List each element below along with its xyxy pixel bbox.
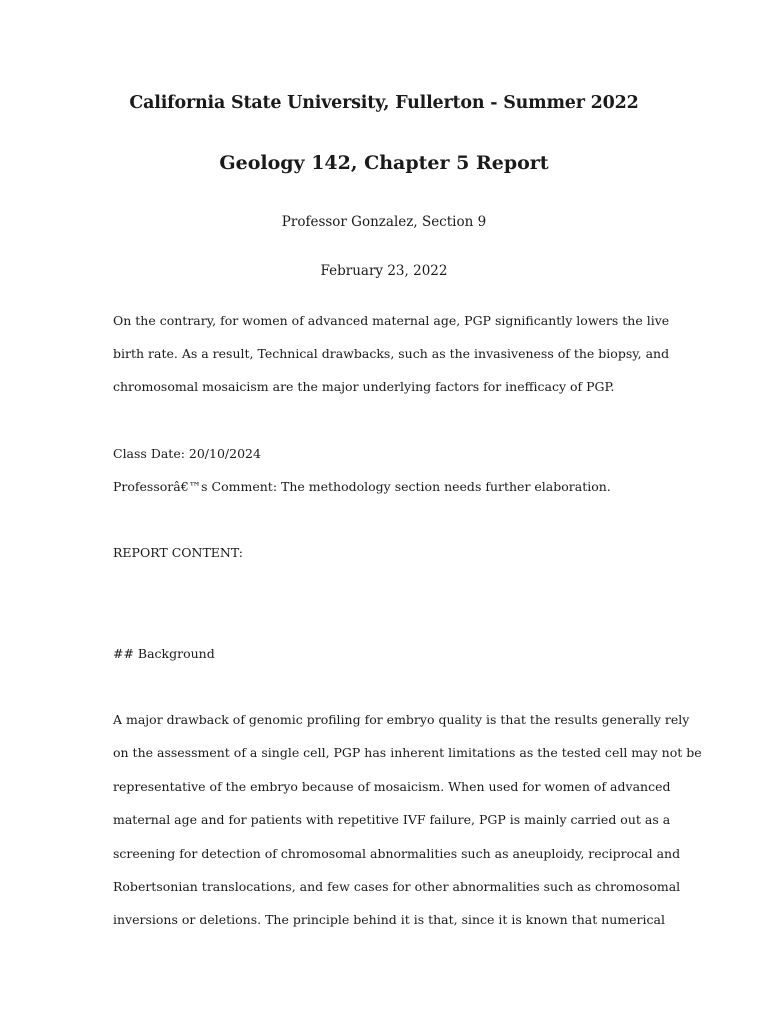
report-content-label: REPORT CONTENT: [113, 545, 243, 560]
intro-line: On the contrary, for women of advanced maternal age, PGP significantly lowers the live [113, 313, 670, 328]
class-date: Class Date: 20/10/2024 [113, 446, 261, 461]
intro-line: birth rate. As a result, Technical drawbacks, such as the invasiveness of the biopsy, and [113, 346, 670, 361]
date-line: February 23, 2022 [320, 263, 448, 279]
intro-line: chromosomal mosaicism are the major underlying factors for inefficacy of PGP. [113, 379, 615, 394]
body-line: maternal age and for patients with repetitive IVF failure, PGP is mainly carried out as a [113, 812, 671, 827]
body-line: inversions or deletions. The principle behind it is that, since it is known that numerical [113, 912, 665, 927]
body-line: representative of the embryo because of mosaicism. When used for women of advanced [113, 779, 671, 794]
body-line: Robertsonian translocations, and few cases for other abnormalities such as chromosomal [113, 879, 681, 894]
professor-comment: Professorâ€™s Comment: The methodology section needs further elaboration. [113, 479, 611, 494]
body-line: on the assessment of a single cell, PGP has inherent limitations as the tested cell may not be [113, 745, 702, 760]
report-title: Geology 142, Chapter 5 Report [219, 152, 549, 174]
university-heading: California State University, Fullerton - Summer 2022 [129, 93, 639, 113]
body-line: A major drawback of genomic profiling for embryo quality is that the results generally rely [113, 712, 690, 727]
section-heading: ## Background [113, 646, 215, 661]
professor-line: Professor Gonzalez, Section 9 [281, 214, 487, 230]
body-line: screening for detection of chromosomal abnormalities such as aneuploidy, reciprocal and [113, 846, 681, 861]
